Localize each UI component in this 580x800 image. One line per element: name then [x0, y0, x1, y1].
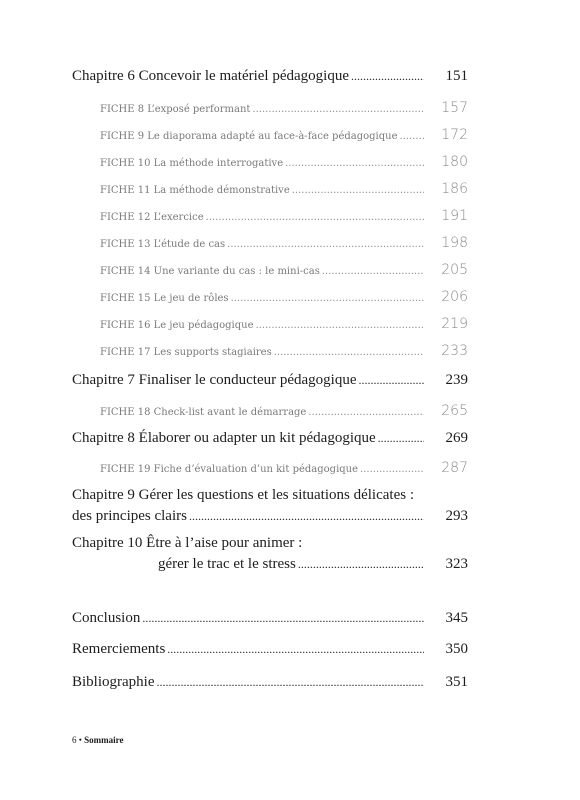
fiche-title: FICHE 8 L’exposé performant: [100, 104, 251, 115]
toc-chapter-7[interactable]: [72, 372, 468, 389]
dot-leader: [351, 69, 424, 84]
dot-leader: [142, 611, 424, 626]
toc-fiche-11[interactable]: [72, 181, 468, 197]
chapter-title: Chapitre 8 Élaborer ou adapter un kit pédagogique: [72, 430, 376, 446]
page-number: 350: [445, 641, 468, 657]
page-footer: [72, 735, 123, 745]
toc-fiche-17[interactable]: [72, 343, 468, 359]
page-number: 233: [441, 343, 468, 359]
page-number: 198: [441, 235, 468, 251]
fiche-title: FICHE 11 La méthode démonstrative: [100, 185, 290, 196]
toc-fiche-8[interactable]: [72, 100, 468, 116]
section-title: Remerciements: [72, 641, 166, 657]
toc-chapter-8[interactable]: [72, 430, 468, 447]
toc-fiche-15[interactable]: [72, 289, 468, 305]
page-number: 323: [445, 556, 468, 572]
page-number: 191: [441, 208, 468, 224]
dot-leader: [206, 212, 424, 223]
fiche-title: FICHE 13 L’étude de cas: [100, 239, 226, 250]
footer-separator: •: [78, 735, 82, 745]
dot-leader: [308, 407, 424, 418]
dot-leader: [400, 131, 424, 142]
toc-remerciements[interactable]: [72, 641, 468, 658]
toc-bibliographie[interactable]: [72, 674, 468, 691]
footer-section-title: Sommaire: [84, 735, 124, 745]
chapter-title-line2-row: [72, 508, 468, 525]
dot-leader: [360, 464, 424, 475]
dot-leader: [292, 185, 424, 196]
page-number: 151: [445, 68, 468, 84]
page-number: 157: [441, 100, 468, 116]
dot-leader: [167, 642, 424, 657]
fiche-title: FICHE 12 L’exercice: [100, 212, 204, 223]
chapter-title-line2: des principes clairs: [72, 508, 187, 524]
chapter-title-line1: Chapitre 10 Être à l’aise pour animer :: [72, 535, 303, 551]
fiche-title: FICHE 17 Les supports stagiaires: [100, 347, 272, 358]
page-number: 293: [445, 508, 468, 524]
chapter-title: Chapitre 7 Finaliser le conducteur pédagogique: [72, 372, 357, 388]
toc-chapter-9[interactable]: [72, 487, 468, 525]
fiche-title: FICHE 10 La méthode interrogative: [100, 158, 284, 169]
dot-leader: [231, 293, 424, 304]
fiche-title: FICHE 14 Une variante du cas : le mini-cas: [100, 266, 320, 277]
page-number: 351: [445, 674, 468, 690]
toc-fiche-12[interactable]: [72, 208, 468, 224]
dot-leader: [322, 266, 424, 277]
toc-fiche-16[interactable]: [72, 316, 468, 332]
dot-leader: [298, 557, 424, 572]
chapter-title-line2: gérer le trac et le stress: [158, 556, 296, 572]
page-number: 345: [445, 610, 468, 626]
fiche-title: FICHE 9 Le diaporama adapté au face-à-face pédagogique: [100, 131, 398, 142]
fiche-title: FICHE 16 Le jeu pédagogique: [100, 320, 254, 331]
chapter-title-line2-row: [72, 556, 468, 573]
toc-fiche-14[interactable]: [72, 262, 468, 278]
toc-fiche-13[interactable]: [72, 235, 468, 251]
page-number: 265: [441, 403, 468, 419]
toc-fiche-10[interactable]: [72, 154, 468, 170]
page-number: 287: [441, 460, 468, 476]
dot-leader: [285, 158, 424, 169]
dot-leader: [378, 431, 424, 446]
page-number: 219: [441, 316, 468, 332]
toc-chapter-10[interactable]: [72, 535, 468, 573]
page-number: 205: [441, 262, 468, 278]
dot-leader: [227, 239, 424, 250]
section-title: Bibliographie: [72, 674, 155, 690]
page-number: 172: [441, 127, 468, 143]
toc-conclusion[interactable]: [72, 610, 468, 627]
dot-leader: [359, 373, 425, 388]
toc-fiche-18[interactable]: [72, 403, 468, 419]
toc-fiche-9[interactable]: [72, 127, 468, 143]
fiche-title: FICHE 15 Le jeu de rôles: [100, 293, 229, 304]
toc-chapter-6[interactable]: [72, 68, 468, 85]
page-number: 180: [441, 154, 468, 170]
footer-page-number: 6: [72, 735, 77, 745]
section-title: Conclusion: [72, 610, 141, 626]
fiche-title: FICHE 19 Fiche d’évaluation d’un kit pédagogique: [100, 464, 359, 475]
dot-leader: [274, 347, 424, 358]
toc-fiche-19[interactable]: [72, 460, 468, 476]
dot-leader: [189, 509, 424, 524]
page-number: 269: [445, 430, 468, 446]
dot-leader: [255, 320, 424, 331]
page-number: 206: [441, 289, 468, 305]
page-number: 239: [445, 372, 468, 388]
page-number: 186: [441, 181, 468, 197]
dot-leader: [252, 104, 424, 115]
dot-leader: [157, 675, 425, 690]
chapter-title: Chapitre 6 Concevoir le matériel pédagogique: [72, 68, 349, 84]
fiche-title: FICHE 18 Check-list avant le démarrage: [100, 407, 307, 418]
chapter-title-line1: Chapitre 9 Gérer les questions et les situations délicates :: [72, 487, 414, 503]
